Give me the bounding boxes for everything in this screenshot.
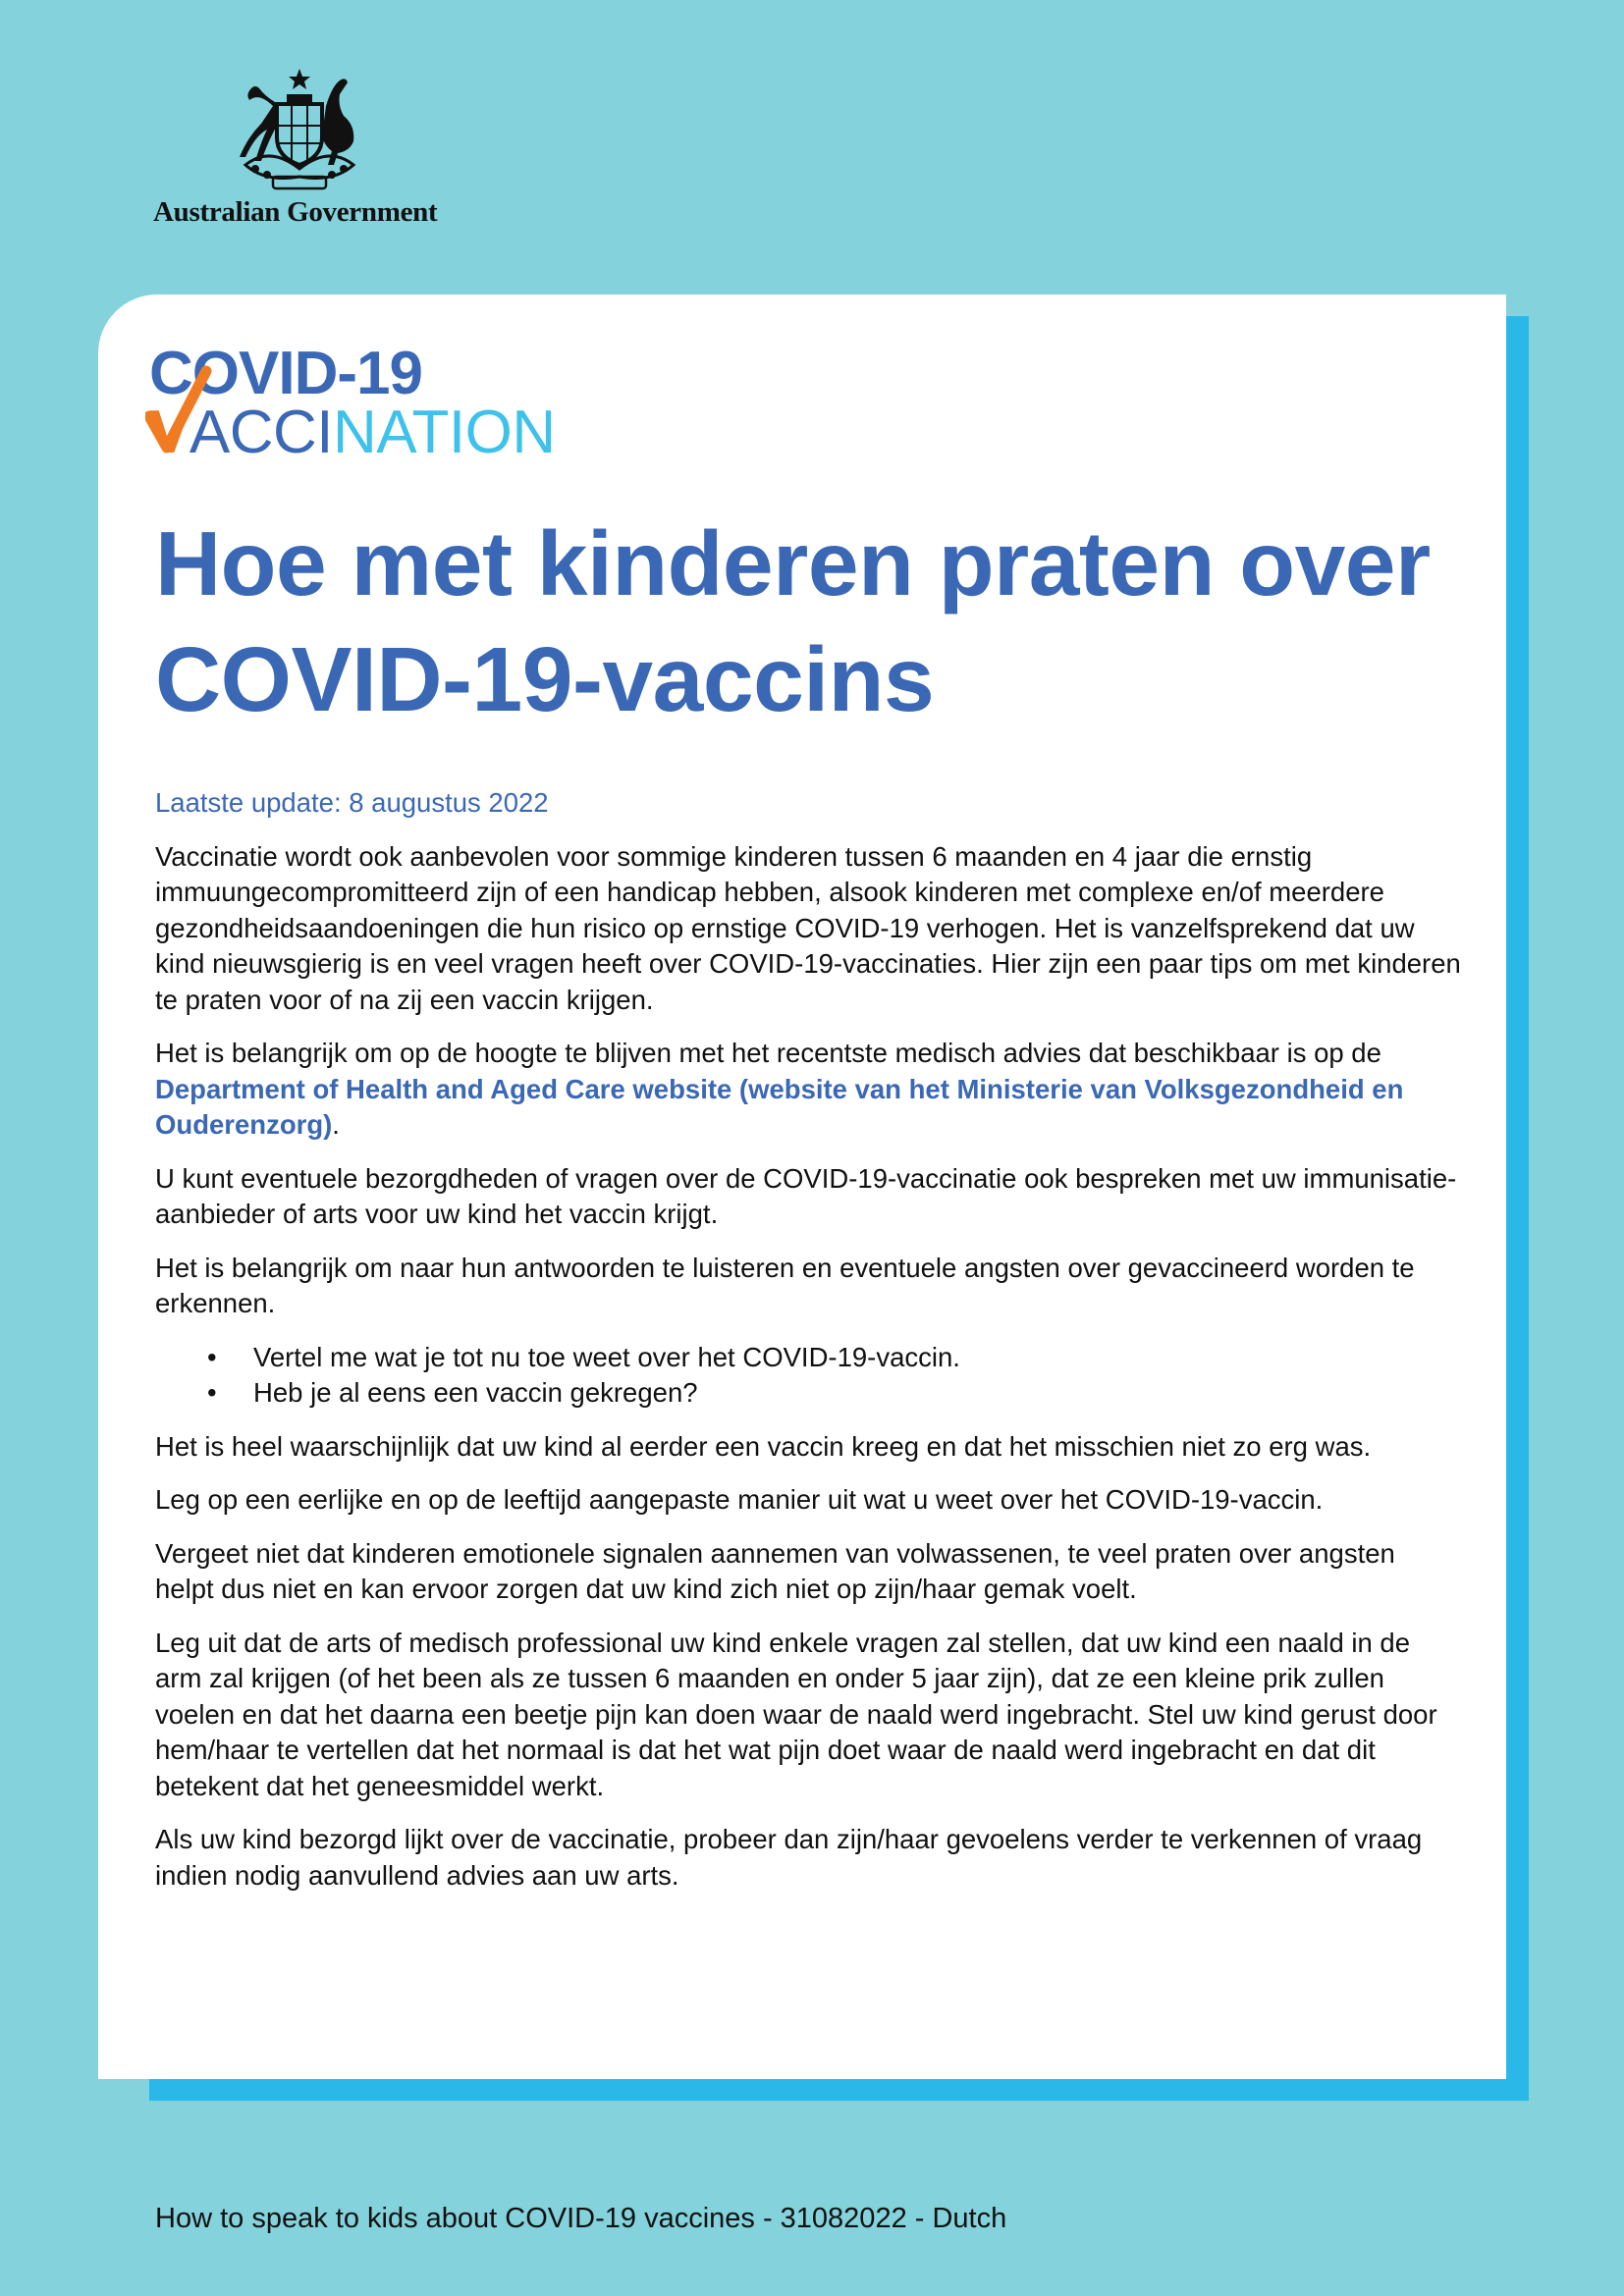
covid-vaccination-logo [149, 340, 601, 471]
explain-honest-paragraph: Leg op een eerlijke en op de leeftijd aangepaste manier uit wat u weet over het COVID-19-vaccin. [155, 1484, 1324, 1515]
logo-acci-text: ACCI [189, 399, 333, 466]
logo-covid-19-text: COVID-19 [149, 340, 422, 407]
emotional-paragraph: Vergeet niet dat kinderen emotionele signalen aannemen van volwassenen, te veel praten over angsten helpt dus niet en kan ervoor zorgen dat uw kind zich niet op zijn/haar gemak voelt. [155, 1537, 1395, 1604]
list-item [155, 1340, 1461, 1376]
intro-paragraph: Vaccinatie wordt ook aanbevolen voor sommige kinderen tussen 6 maanden en 4 jaar die ernstig immuungecompromitteerd zijn of een handicap hebben, alsook kinderen met complexe en/of meerdere gezondheidsaandoeningen die hun risico op ernstige COVID-19 verhogen. Het is vanzelfsprekend dat uw kind nieuwsgierig is en veel vragen heeft over COVID-19-vaccinaties. Hier zijn een paar tips om met kinderen te praten voor of na zij een vaccin krijgen. [155, 840, 1461, 1015]
list-item-text: Heb je al eens een vaccin gekregen? [253, 1377, 698, 1408]
list-item [155, 1375, 1461, 1412]
worried-paragraph: Als uw kind bezorgd lijkt over de vaccinatie, probeer dan zijn/haar gevoelens verder te verkennen of vraag indien nodig aanvullend advies aan uw arts. [155, 1824, 1423, 1891]
government-name: Australian Government [153, 196, 438, 228]
last-updated: Laatste update: 8 augustus 2022 [155, 787, 549, 818]
content-card [98, 294, 1506, 2079]
bullet-icon: • [207, 1377, 217, 1408]
checkmark-icon [145, 365, 224, 454]
bullet-icon: • [207, 1341, 217, 1372]
explain-doctor-paragraph: Leg uit dat de arts of medisch professional uw kind enkele vragen zal stellen, dat uw kind een naald in de arm zal krijgen (of het been als ze tussen 6 maanden en onder 5 jaar zijn), dat ze een kleine prik zullen voelen en dat het daarna een beetje pijn kan doen waar de naald werd ingebracht. Stel uw kind gerust door hem/haar te vertellen dat het normaal is dat het wat pijn doet waar de naald werd ingebracht en dat dit betekent dat het geneesmiddel werkt. [155, 1627, 1437, 1801]
likely-paragraph: Het is heel waarschijnlijk dat uw kind al eerder een vaccin kreeg en dat het misschien niet zo erg was. [155, 1430, 1372, 1462]
australian-government-logo [147, 67, 461, 234]
advice-text-after: . [332, 1109, 340, 1140]
logo-v-letter: V [149, 399, 189, 466]
list-item-text: Vertel me wat je tot nu toe weet over het COVID-19-vaccin. [253, 1341, 960, 1372]
listen-paragraph: Het is belangrijk om naar hun antwoorden te luisteren en eventuele angsten over gevaccineerd worden te erkennen. [155, 1252, 1415, 1318]
logo-nation-text: NATION [333, 399, 556, 466]
question-list [155, 1340, 1461, 1412]
document-body [155, 785, 1461, 1911]
advice-text-before: Het is belangrijk om op de hoogte te blijven met het recentste medisch advies dat beschikbaar is op de [155, 1038, 1381, 1068]
coat-of-arms-icon [216, 67, 383, 192]
discuss-paragraph: U kunt eventuele bezorgdheden of vragen over de COVID-19-vaccinatie ook bespreken met uw immunisatie-aanbieder of arts voor uw kind het vaccin krijgt. [155, 1162, 1457, 1229]
health-department-link[interactable]: Department of Health and Aged Care website (website van het Ministerie van Volksgezondheid en Ouderenzorg) [155, 1073, 1404, 1140]
advice-paragraph [155, 1036, 1461, 1144]
footer-text: How to speak to kids about COVID-19 vaccines - 31082022 - Dutch [155, 2203, 1007, 2234]
page-title: Hoe met kinderen praten over COVID-19-vaccins [155, 512, 1431, 730]
